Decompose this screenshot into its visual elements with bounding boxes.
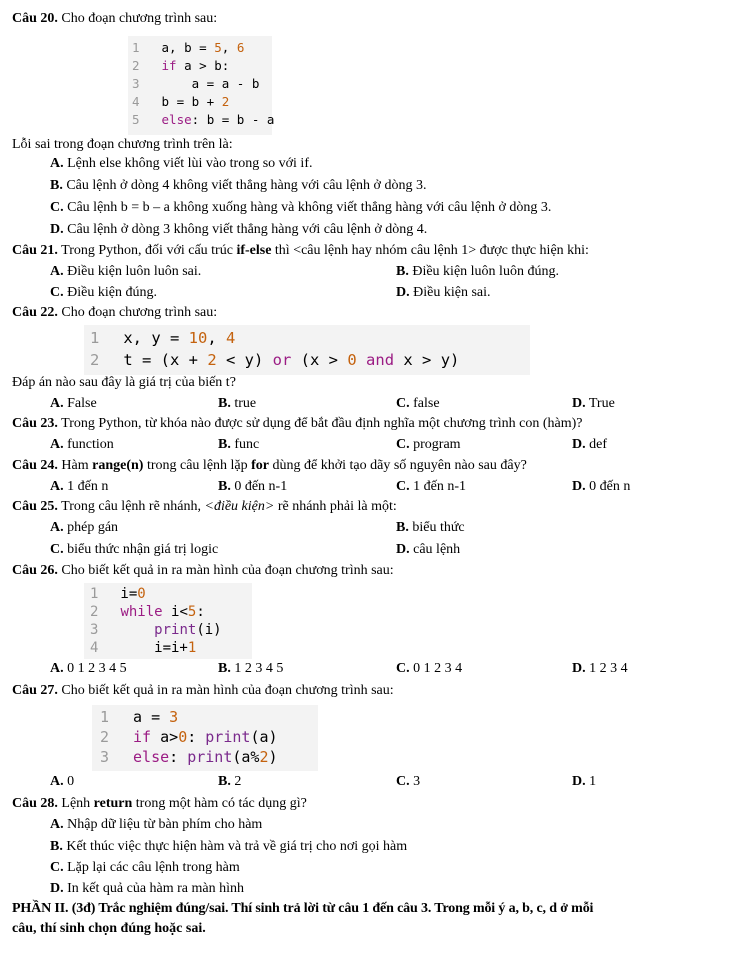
q21-stem: Câu 21. Trong Python, đối với cấu trúc if-else thì <câu lệnh hay nhóm câu lệnh 1> được thực hiện khi: xyxy=(12,243,589,258)
q25-option-c[interactable]: C. biểu thức nhận giá trị logic xyxy=(50,542,219,557)
q20-option-c[interactable]: C. Câu lệnh b = b – a không xuống hàng và không viết thẳng hàng với câu lệnh ở dòng 3. xyxy=(50,200,552,215)
q26-code-block xyxy=(84,583,252,659)
q27-option-c[interactable]: C. 3 xyxy=(396,774,421,789)
code-line: 1 i=0 xyxy=(90,586,146,602)
q24-option-d[interactable]: D. 0 đến n xyxy=(572,479,631,494)
q28-option-b[interactable]: B. Kết thúc việc thực hiện hàm và trả về giá trị cho nơi gọi hàm xyxy=(50,839,408,854)
q24-option-b[interactable]: B. 0 đến n-1 xyxy=(218,479,288,494)
q23-option-c[interactable]: C. program xyxy=(396,437,461,452)
q22-option-a[interactable]: A. False xyxy=(50,396,97,411)
q28-option-d[interactable]: D. In kết quả của hàm ra màn hình xyxy=(50,881,245,896)
q23-option-a[interactable]: A. function xyxy=(50,437,114,452)
q21-option-c[interactable]: C. Điều kiện đúng. xyxy=(50,285,157,300)
part2-heading-cont: câu, thí sinh chọn đúng hoặc sai. xyxy=(12,921,206,936)
q22-option-c[interactable]: C. false xyxy=(396,396,440,411)
q20-text: Cho đoạn chương trình sau: xyxy=(61,11,218,26)
q28-option-a[interactable]: A. Nhập dữ liệu từ bàn phím cho hàm xyxy=(50,817,263,832)
q20-stem xyxy=(12,10,217,28)
q26-option-c[interactable]: C. 0 1 2 3 4 xyxy=(396,661,463,676)
q25-option-a[interactable]: A. phép gán xyxy=(50,520,119,535)
code-line: 5 else: b = b - a xyxy=(132,112,275,127)
code-line: 1 a, b = 5, 6 xyxy=(132,40,245,55)
code-line: 4 b = b + 2 xyxy=(132,94,230,109)
code-line: 2 if a > b: xyxy=(132,58,230,73)
q25-stem: Câu 25. Trong câu lệnh rẽ nhánh, <điều kiện> rẽ nhánh phải là một: xyxy=(12,499,397,514)
q27-option-b[interactable]: B. 2 xyxy=(218,774,242,789)
q26-option-d[interactable]: D. 1 2 3 4 xyxy=(572,661,628,676)
q20-number: Câu 20. xyxy=(12,11,58,26)
code-line: 3 else: print(a%2) xyxy=(100,748,278,766)
q22-option-d[interactable]: D. True xyxy=(572,396,615,411)
q22-option-b[interactable]: B. true xyxy=(218,396,257,411)
q21-option-a[interactable]: A. Điều kiện luôn luôn sai. xyxy=(50,264,202,279)
code-line: 4 i=i+1 xyxy=(90,640,197,656)
code-line: 1 a = 3 xyxy=(100,708,179,726)
q23-option-d[interactable]: D. def xyxy=(572,437,608,452)
q21-option-d[interactable]: D. Điều kiện sai. xyxy=(396,285,491,300)
q22-prompt: Đáp án nào sau đây là giá trị của biến t? xyxy=(12,375,236,390)
q24-option-c[interactable]: C. 1 đến n-1 xyxy=(396,479,467,494)
q27-code-block xyxy=(92,705,318,771)
q26-option-a[interactable]: A. 0 1 2 3 4 5 xyxy=(50,661,127,676)
q26-stem: Câu 26. Cho biết kết quả in ra màn hình của đoạn chương trình sau: xyxy=(12,563,394,578)
code-line: 1 x, y = 10, 4 xyxy=(90,329,236,347)
code-line: 3 a = a - b xyxy=(132,76,260,91)
code-line: 2 while i<5: xyxy=(90,604,205,620)
part2-heading: PHẦN II. (3đ) Trắc nghiệm đúng/sai. Thí sinh trả lời từ câu 1 đến câu 3. Trong mỗi ý a, b, c, d ở mỗi xyxy=(12,901,594,916)
q20-option-a[interactable]: A. Lệnh else không viết lùi vào trong so với if. xyxy=(50,156,313,171)
q20-option-b[interactable]: B. Câu lệnh ở dòng 4 không viết thẳng hàng với câu lệnh ở dòng 3. xyxy=(50,178,427,193)
code-line: 2 t = (x + 2 < y) or (x > 0 and x > y) xyxy=(90,351,460,369)
q24-option-a[interactable]: A. 1 đến n xyxy=(50,479,109,494)
q27-stem: Câu 27. Cho biết kết quả in ra màn hình của đoạn chương trình sau: xyxy=(12,683,394,698)
q25-option-d[interactable]: D. câu lệnh xyxy=(396,542,461,557)
code-line: 3 print(i) xyxy=(90,622,222,638)
q20-option-d[interactable]: D. Câu lệnh ở dòng 3 không viết thẳng hàng với câu lệnh ở dòng 4. xyxy=(50,222,428,237)
q23-stem: Câu 23. Trong Python, từ khóa nào được sử dụng để bắt đầu định nghĩa một chương trình con (hàm)? xyxy=(12,416,583,431)
q22-stem: Câu 22. Cho đoạn chương trình sau: xyxy=(12,305,218,320)
q28-option-c[interactable]: C. Lặp lại các câu lệnh trong hàm xyxy=(50,860,240,875)
q21-option-b[interactable]: B. Điều kiện luôn luôn đúng. xyxy=(396,264,559,279)
q23-option-b[interactable]: B. func xyxy=(218,437,260,452)
q28-stem: Câu 28. Lệnh return trong một hàm có tác dụng gì? xyxy=(12,796,307,811)
q27-option-a[interactable]: A. 0 xyxy=(50,774,75,789)
q27-option-d[interactable]: D. 1 xyxy=(572,774,597,789)
q20-code-block xyxy=(128,36,275,135)
q25-option-b[interactable]: B. biểu thức xyxy=(396,520,465,535)
q20-prompt: Lỗi sai trong đoạn chương trình trên là: xyxy=(12,137,233,152)
code-line: 2 if a>0: print(a) xyxy=(100,728,278,746)
q22-code-block xyxy=(84,325,530,375)
q24-stem: Câu 24. Hàm range(n) trong câu lệnh lặp for dùng để khởi tạo dãy số nguyên nào sau đây? xyxy=(12,458,527,473)
q26-option-b[interactable]: B. 1 2 3 4 5 xyxy=(218,661,284,676)
